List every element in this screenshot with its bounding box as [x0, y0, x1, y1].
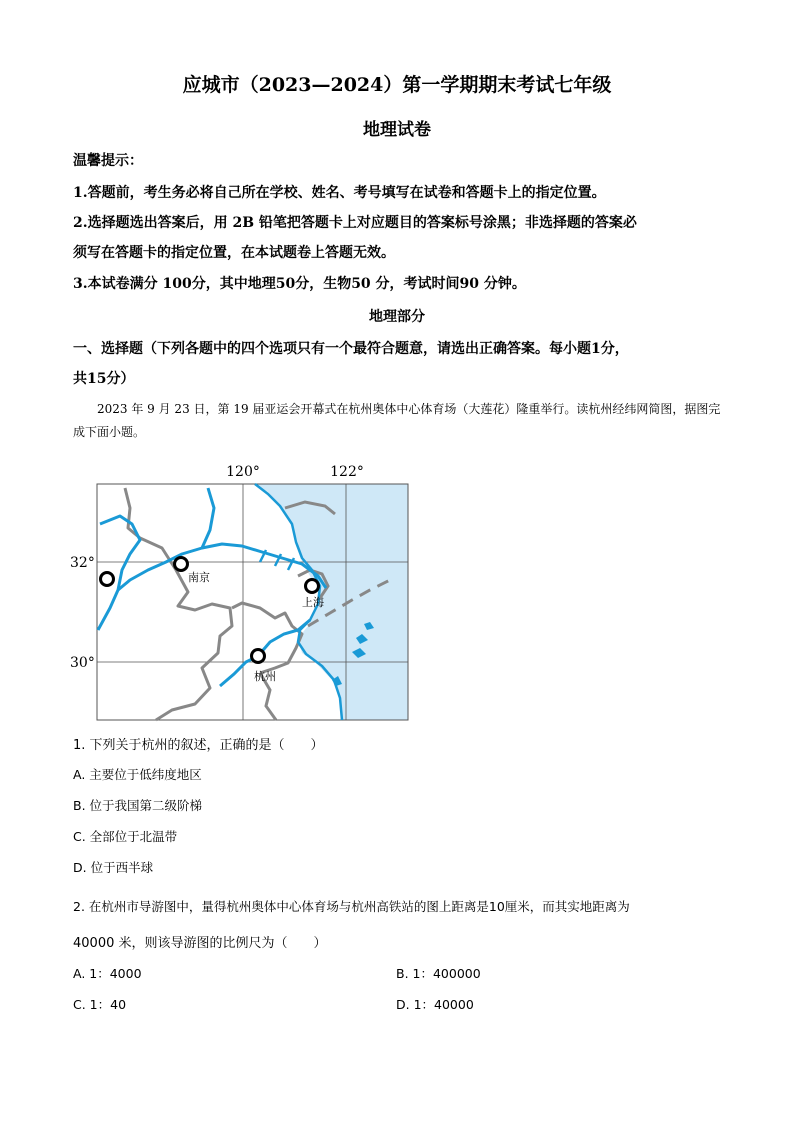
- section-title: 地理部分: [369, 309, 425, 325]
- question-1-stem: 1. 下列关于杭州的叙述，正确的是（ ）: [73, 738, 324, 753]
- question-2-stem-line-2: 40000 米，则该导游图的比例尺为（ ）: [73, 936, 327, 951]
- passage-text: 2023 年 9 月 23 日，第 19 届亚运会开幕式在杭州奥体中心体育场（大莲花）隆重举行。读杭州经纬网简图，据图完成下面小题。: [73, 402, 721, 439]
- notice-item-2-line-1: 2.选择题选出答案后，用 2B 铅笔把答题卡上对应题目的答案标号涂黑；非选择题的答案必: [73, 215, 637, 231]
- notice-heading: 温馨提示：: [73, 153, 143, 169]
- question-2-option-c[interactable]: C. 1：40: [73, 997, 127, 1012]
- exam-subtitle: 地理试卷: [363, 120, 431, 140]
- city-label-nanjing: 南京: [188, 571, 210, 584]
- question-1-option-d[interactable]: D. 位于西半球: [73, 860, 154, 875]
- lon-label-122: 122°: [330, 464, 364, 480]
- sea-area: [255, 484, 408, 720]
- question-2-option-a[interactable]: A. 1：4000: [73, 966, 142, 981]
- part1-heading-line-1: 一、选择题（下列各题中的四个选项只有一个最符合题意，请选出正确答案。每小题1分，: [73, 341, 629, 357]
- city-label-shanghai: 上海: [302, 596, 324, 609]
- city-marker-hangzhou: [252, 650, 265, 663]
- lat-label-30: 30°: [70, 655, 95, 671]
- city-label-hangzhou: 杭州: [254, 670, 276, 683]
- notice-item-2-line-2: 须写在答题卡的指定位置，在本试题卷上答题无效。: [73, 245, 395, 261]
- notice-item-1: 1.答题前，考生务必将自己所在学校、姓名、考号填写在试卷和答题卡上的指定位置。: [73, 185, 606, 201]
- yangtze-river: [118, 544, 326, 590]
- exam-title: 应城市（2023—2024）第一学期期末考试七年级: [182, 74, 612, 96]
- question-1-option-c[interactable]: C. 全部位于北温带: [73, 829, 178, 844]
- canal-north: [202, 488, 214, 548]
- lon-label-120: 120°: [226, 464, 260, 480]
- province-border-west: [125, 488, 232, 720]
- question-2-option-d[interactable]: D. 1：40000: [396, 997, 474, 1012]
- question-2-stem-line-1: 2. 在杭州市导游图中，量得杭州奥体中心体育场与杭州高铁站的图上距离是10厘米，而其实地距离为: [73, 899, 630, 914]
- notice-item-3: 3.本试卷满分 100分，其中地理50分，生物50 分，考试时间90 分钟。: [73, 276, 526, 292]
- lat-label-32: 32°: [70, 555, 95, 571]
- question-1-option-b[interactable]: B. 位于我国第二级阶梯: [73, 798, 203, 813]
- province-border-south: [232, 603, 302, 673]
- part1-heading-line-2: 共15分）: [73, 371, 135, 387]
- hangzhou-grid-map: [70, 458, 420, 728]
- city-marker-shanghai: [306, 580, 319, 593]
- city-marker-nanjing: [175, 558, 188, 571]
- question-2-option-b[interactable]: B. 1：400000: [396, 966, 481, 981]
- question-1-option-a[interactable]: A. 主要位于低纬度地区: [73, 767, 202, 782]
- city-marker-west: [101, 573, 114, 586]
